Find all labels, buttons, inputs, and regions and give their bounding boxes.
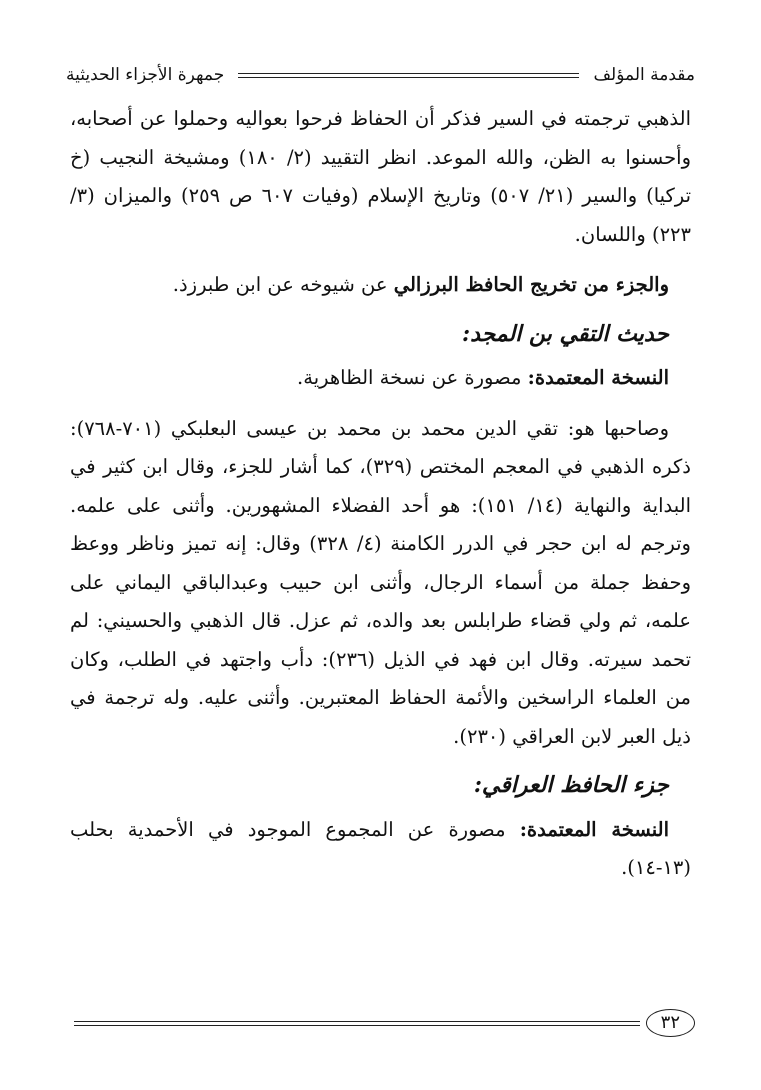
paragraph-5	[70, 811, 691, 888]
page-body	[70, 100, 691, 888]
paragraph-5-label: النسخة المعتمدة:	[519, 817, 670, 841]
page-number: ٣٢	[646, 1009, 695, 1037]
header-rule	[238, 73, 579, 78]
paragraph-2	[70, 266, 691, 305]
running-header	[66, 58, 695, 92]
paragraph-1: الذهبي ترجمته في السير فذكر أن الحفاظ فرحوا بعواليه وحملوا عن أصحابه، وأحسنوا به الظن، والله الموعد. انظر التقييد (٢/ ١٨٠) ومشيخة النجيب (خ تركيا) والسير (٢١/ ٥٠٧) وتاريخ الإسلام (وفيات ٦٠٧ ص ٢٥٩) والميزان (٣/ ٢٢٣) واللسان.	[70, 107, 691, 246]
paragraph-3-text: مصورة عن نسخة الظاهرية.	[297, 366, 528, 389]
paragraph-2-text: عن شيوخه عن ابن طبرزذ.	[172, 273, 394, 296]
section-heading-2: جزء الحافظ العراقي:	[473, 772, 669, 798]
paragraph-4: وصاحبها هو: تقي الدين محمد بن محمد بن عيسى البعلبكي (٧٠١-٧٦٨): ذكره الذهبي في المعجم المختص (٣٢٩)، كما أشار للجزء، وقال ابن كثير في البداية والنهاية (١٤/ ١٥١): هو أحد الفضلاء المشهورين. وأثنى على علمه. وترجم له ابن حجر في الدرر الكامنة (٤/ ٣٢٨) وقال: إنه تميز وناظر ووعظ وحفظ جملة من أسماء الرجال، وأثنى ابن حبيب وعبدالباقي اليماني على علمه، ثم ولي قضاء طرابلس بعد والده، ثم عزل. قال الذهبي والحسيني: لم تحمد سيرته. وقال ابن فهد في الذيل (٢٣٦): دأب واجتهد في الطلب، وكان من العلماء الراسخين والأئمة الحفاظ المعتبرين. وأثنى عليه. وله ترجمة في ذيل العبر لابن العراقي (٢٣٠).	[70, 416, 691, 748]
book-title: جمهرة الأجزاء الحديثية	[66, 65, 225, 85]
paragraph-3	[70, 359, 691, 398]
chapter-title: مقدمة المؤلف	[593, 65, 695, 85]
page-footer	[74, 1006, 695, 1040]
paragraph-5-text: مصورة عن المجموع الموجود في الأحمدية بحلب (١٣-١٤).	[70, 817, 691, 879]
footer-rule	[74, 1021, 640, 1026]
paragraph-3-label: النسخة المعتمدة:	[527, 366, 669, 389]
section-heading-1: حديث التقي بن المجد:	[461, 320, 669, 347]
paragraph-2-bold: والجزء من تخريج الحافظ البرزالي	[393, 273, 669, 296]
